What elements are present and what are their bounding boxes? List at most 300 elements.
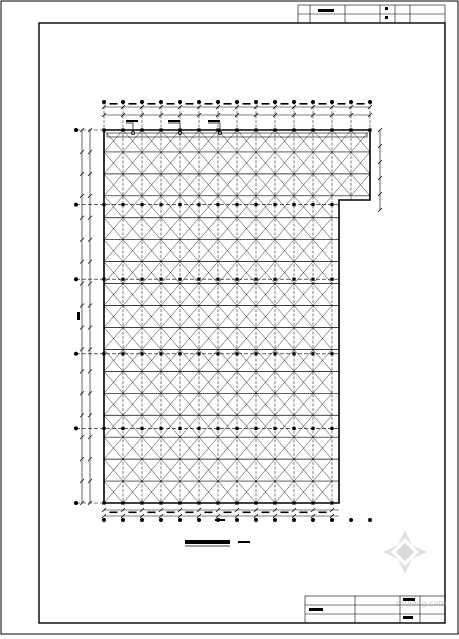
grid-axis-bubble [197,518,201,522]
truss-web [256,448,275,459]
truss-web [313,207,332,218]
truss-web [180,273,199,284]
truss-web [218,284,237,295]
truss-web [275,295,294,306]
truss-web [104,492,123,503]
truss-web [180,317,199,328]
dimension-text-mark [148,103,156,105]
truss-web [313,152,332,163]
truss-web [142,338,161,349]
truss-web [237,492,256,503]
truss-web [199,130,218,141]
truss-web [313,360,332,371]
truss-web [142,327,161,338]
column-node [159,278,162,281]
truss-web [142,185,161,196]
truss-web [180,382,199,393]
truss-web [142,393,161,404]
truss-web [218,251,237,262]
dimension-text-mark [300,512,308,514]
truss-web [351,152,370,163]
truss-web [275,185,294,196]
grid-axis-bubble [311,518,315,522]
truss-web [332,152,351,163]
truss-web [332,185,351,196]
truss-web [199,240,218,251]
truss-web [256,229,275,240]
truss-web [294,240,313,251]
truss-web [104,262,123,273]
dimension-text-mark [215,519,225,521]
truss-web [294,229,313,240]
truss-web [218,349,237,360]
truss-web [142,130,161,141]
truss-web [123,306,142,317]
truss-web [237,262,256,273]
column-node [178,278,181,281]
column-node [235,203,238,206]
truss-web [237,459,256,470]
truss-web [199,327,218,338]
section-callout-text [208,120,220,122]
grid-axis-bubble [74,128,78,132]
truss-web [104,481,123,492]
truss-web [294,130,313,141]
truss-web [161,284,180,295]
truss-web [161,174,180,185]
truss-web [142,437,161,448]
truss-web [104,459,123,470]
truss-web [180,207,199,218]
truss-web [142,481,161,492]
column-node [159,352,162,355]
truss-web [313,459,332,470]
truss-web [142,349,161,360]
truss-web [161,141,180,152]
truss-web [199,404,218,415]
plan-scale-bar [238,541,250,543]
truss-web [199,415,218,426]
truss-web [104,349,123,360]
dimension-text-mark [262,512,270,514]
column-node [140,427,143,430]
truss-web [294,393,313,404]
truss-web [123,415,142,426]
column-node [216,203,219,206]
truss-web [199,273,218,284]
truss-web [256,327,275,338]
truss-web [237,240,256,251]
truss-web [199,163,218,174]
truss-web [104,295,123,306]
truss-web [161,404,180,415]
truss-web [256,141,275,152]
truss-web [256,284,275,295]
truss-web [142,492,161,503]
column-node [330,427,333,430]
truss-web [218,306,237,317]
truss-web [275,393,294,404]
truss-web [142,404,161,415]
truss-web [218,262,237,273]
truss-web [237,349,256,360]
column-node [273,278,276,281]
truss-web [142,196,161,207]
grid-axis-bubble [178,100,182,104]
grid-axis-bubble [349,100,353,104]
column-node [178,203,181,206]
truss-web [313,371,332,382]
grid-axis-bubble [74,352,78,356]
grid-axis-bubble [254,100,258,104]
truss-web [123,492,142,503]
truss-web [275,130,294,141]
truss-web [199,448,218,459]
truss-web [256,338,275,349]
dimension-text-mark [186,512,194,514]
truss-web [123,251,142,262]
truss-web [218,360,237,371]
truss-web [142,174,161,185]
truss-web [294,152,313,163]
truss-web [294,174,313,185]
truss-web [123,262,142,273]
truss-web [275,273,294,284]
grid-axis-bubble [74,277,78,281]
truss-web [180,130,199,141]
column-node [178,352,181,355]
truss-web [104,327,123,338]
truss-web [199,152,218,163]
truss-web [180,251,199,262]
truss-web [294,338,313,349]
truss-web [313,481,332,492]
grid-axis-bubble [368,100,372,104]
column-node [159,427,162,430]
truss-web [199,426,218,437]
truss-web [199,459,218,470]
truss-web [237,284,256,295]
truss-web [123,382,142,393]
truss-web [218,371,237,382]
truss-web [313,404,332,415]
truss-web [275,459,294,470]
dimension-text-mark [129,512,137,514]
grid-axis-bubble [102,100,106,104]
truss-web [161,306,180,317]
truss-web [256,437,275,448]
truss-web [313,437,332,448]
truss-web [237,481,256,492]
truss-web [275,218,294,229]
truss-web [351,141,370,152]
truss-web [161,163,180,174]
grid-axis-bubble [121,518,125,522]
truss-web [180,448,199,459]
grid-axis-bubble [254,518,258,522]
truss-web [123,393,142,404]
truss-web [123,240,142,251]
truss-web [218,338,237,349]
dimension-text-mark [167,512,175,514]
truss-web [161,152,180,163]
truss-web [237,295,256,306]
truss-web [313,240,332,251]
truss-web [294,371,313,382]
truss-web [104,470,123,481]
truss-web [104,229,123,240]
truss-web [313,470,332,481]
truss-web [218,481,237,492]
truss-web [180,470,199,481]
truss-web [123,218,142,229]
sheet-border [1,1,458,634]
dimension-text-mark [319,103,327,105]
truss-web [275,207,294,218]
truss-web [313,163,332,174]
truss-web [142,382,161,393]
truss-web [218,240,237,251]
truss-web [142,470,161,481]
truss-web [161,349,180,360]
truss-web [275,470,294,481]
column-node [140,278,143,281]
grid-axis-bubble [368,518,372,522]
truss-web [199,437,218,448]
column-node [178,427,181,430]
truss-web [199,382,218,393]
truss-web [142,152,161,163]
truss-web [180,218,199,229]
truss-web [161,481,180,492]
truss-web [104,174,123,185]
column-node [121,278,124,281]
truss-web [104,196,123,207]
dimension-text-mark [262,103,270,105]
truss-web [294,295,313,306]
truss-web [142,240,161,251]
truss-web [142,229,161,240]
truss-web [313,185,332,196]
truss-web [275,349,294,360]
truss-web [294,426,313,437]
truss-web [142,251,161,262]
truss-web [104,317,123,328]
truss-web [275,382,294,393]
truss-web [218,317,237,328]
plan-caption [185,540,250,546]
plan-title-bar [185,540,230,544]
truss-web [256,470,275,481]
truss-web [199,393,218,404]
truss-web [199,360,218,371]
column-node [330,278,333,281]
grid-axis-bubble [311,100,315,104]
truss-web [313,317,332,328]
column-node [292,352,295,355]
truss-web [104,393,123,404]
truss-web [218,229,237,240]
truss-web [161,338,180,349]
grid-axis-bubble [216,100,220,104]
column-node [273,203,276,206]
column-node [216,352,219,355]
truss-web [199,218,218,229]
truss-web [123,207,142,218]
truss-web [104,185,123,196]
truss-web [218,415,237,426]
truss-web [237,163,256,174]
truss-web [294,382,313,393]
truss-web [256,415,275,426]
truss-web [237,338,256,349]
truss-web [275,338,294,349]
truss-web [218,470,237,481]
truss-web [237,251,256,262]
truss-web [199,481,218,492]
truss-web [256,196,275,207]
truss-web [237,196,256,207]
truss-web [313,492,332,503]
truss-web [142,448,161,459]
grid-axis-bubble [140,100,144,104]
truss-web [123,404,142,415]
truss-web [180,404,199,415]
truss-web [142,273,161,284]
truss-web [237,306,256,317]
truss-web [218,459,237,470]
truss-web [161,492,180,503]
dimension-text-mark [319,512,327,514]
truss-web [180,196,199,207]
truss-web [237,371,256,382]
truss-web [161,437,180,448]
truss-web [123,426,142,437]
truss-web [218,404,237,415]
column-node [273,352,276,355]
truss-web [237,382,256,393]
truss-web [237,327,256,338]
truss-web [218,448,237,459]
truss-web [275,437,294,448]
truss-web [275,426,294,437]
truss-web [218,393,237,404]
truss-web [218,327,237,338]
grid-axis-bubble [330,100,334,104]
truss-web [199,306,218,317]
grid-axis-bubble [273,100,277,104]
truss-web [313,349,332,360]
truss-web [142,426,161,437]
truss-web [180,284,199,295]
truss-web [180,349,199,360]
truss-web [256,207,275,218]
truss-web [218,437,237,448]
truss-web [256,163,275,174]
column-node [311,203,314,206]
truss-web [104,207,123,218]
grid-axis-bubble [349,518,353,522]
truss-web [313,338,332,349]
dimension-text-mark [281,512,289,514]
truss-web [313,382,332,393]
truss-web [161,218,180,229]
dimension-text-mark [148,512,156,514]
truss-web [142,218,161,229]
truss-web [218,382,237,393]
truss-web [294,481,313,492]
truss-web [294,273,313,284]
column-node [235,352,238,355]
truss-web [294,306,313,317]
truss-web [180,360,199,371]
truss-web [142,306,161,317]
grid-axis-bubble [178,518,182,522]
truss-web [180,229,199,240]
truss-web [180,492,199,503]
truss-web [180,262,199,273]
truss-web [256,481,275,492]
truss-web [256,459,275,470]
truss-web [161,360,180,371]
truss-web [256,130,275,141]
truss-web [218,218,237,229]
truss-web [161,273,180,284]
column-node [254,352,257,355]
dimension-text-mark [281,103,289,105]
truss-web [180,295,199,306]
truss-web [180,240,199,251]
truss-web [104,141,123,152]
truss-web [180,371,199,382]
truss-web [199,349,218,360]
column-node [140,203,143,206]
truss-web [161,207,180,218]
truss-web [294,415,313,426]
truss-web [180,327,199,338]
truss-web [237,185,256,196]
truss-web [199,371,218,382]
truss-web [313,273,332,284]
truss-web [294,492,313,503]
column-node [197,427,200,430]
truss-web [294,317,313,328]
grid-axis-bubble [292,100,296,104]
truss-web [199,229,218,240]
dimension-text-mark [129,103,137,105]
truss-web [142,141,161,152]
truss-web [256,295,275,306]
grid-axis-bubble [235,100,239,104]
truss-web [180,306,199,317]
truss-web [104,273,123,284]
grid-axis-bubble [74,501,78,505]
truss-web [313,327,332,338]
truss-web [199,207,218,218]
truss-web [256,404,275,415]
truss-web [256,317,275,328]
column-node [159,203,162,206]
truss-web [275,229,294,240]
truss-web [123,273,142,284]
truss-web [218,185,237,196]
truss-web [237,317,256,328]
grid-axis-bubble [140,518,144,522]
dimension-text-mark [167,103,175,105]
truss-web [123,284,142,295]
truss-web [294,196,313,207]
truss-web [294,185,313,196]
